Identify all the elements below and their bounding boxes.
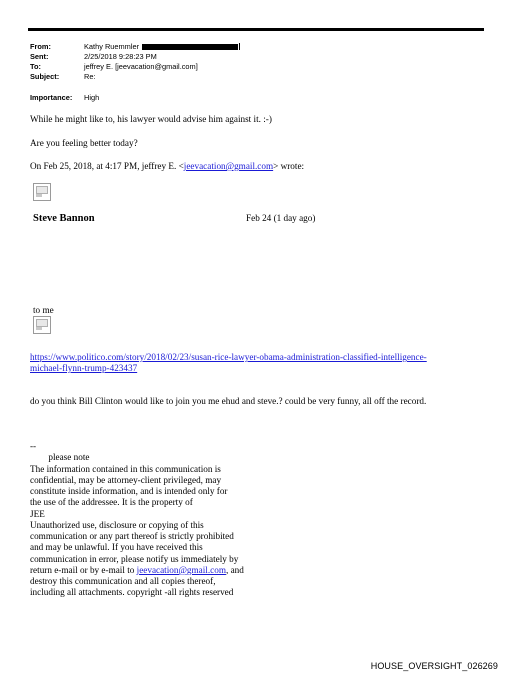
quote-attribution: On Feb 25, 2018, at 4:17 PM, jeffrey E. <jeevacation@gmail.com> wrote:	[30, 161, 305, 171]
forward-sender: Steve Bannon	[33, 213, 95, 224]
sent-label: Sent:	[30, 52, 49, 61]
bates-number: HOUSE_OVERSIGHT_026269	[370, 661, 498, 671]
forward-message: do you think Bill Clinton would like to join you me ehud and steve.? could be very funny, all off the record.	[30, 396, 427, 406]
from-value: Kathy Ruemmler	[84, 42, 140, 51]
body-line-1: While he might like to, his lawyer would advise him against it. :-)	[30, 114, 272, 124]
importance-value: High	[84, 93, 100, 102]
importance-label: Importance:	[30, 93, 73, 102]
disclaimer-block: -- please note The information contained in this communication is confidential, may be attorney-client privileged, may constitute inside information, and is intended only for the use of the addressee. It is the property of JEE Unauthorized use, disclosure or copying of this communication or any part thereof is strictly prohibited and may be unlawful. If you have received this communication in error, please notify us immediately by return e-mail or by e-mail to jeevacation@gmail.com, and destroy this communication and all copies thereof, including all attachments. copyright -all rights reserved	[30, 441, 244, 598]
politico-link-line-1[interactable]: https://www.politico.com/story/2018/02/23/susan-rice-lawyer-obama-administration-classified-intelligence-	[30, 352, 427, 362]
politico-link-line-2[interactable]: michael-flynn-trump-423437	[30, 363, 138, 373]
subject-value: Re:	[84, 72, 96, 81]
to-label: To:	[30, 62, 41, 71]
from-label: From:	[30, 42, 51, 51]
broken-image-icon	[33, 183, 51, 201]
body-line-2: Are you feeling better today?	[30, 138, 138, 148]
sent-value: 2/25/2018 9:28:23 PM	[84, 52, 157, 61]
to-me-label: to me	[33, 305, 54, 315]
subject-label: Subject:	[30, 72, 60, 81]
header-top-rule	[28, 28, 484, 31]
to-value: jeffrey E. [jeevacation@gmail.com]	[84, 62, 198, 71]
redaction-block	[142, 44, 238, 50]
broken-image-icon	[33, 316, 51, 334]
forward-date: Feb 24 (1 day ago)	[246, 213, 316, 223]
disclaimer-email-link[interactable]: jeevacation@gmail.com	[136, 564, 226, 575]
signature-dashes: --	[30, 441, 37, 451]
quote-email-link[interactable]: jeevacation@gmail.com	[183, 161, 274, 171]
